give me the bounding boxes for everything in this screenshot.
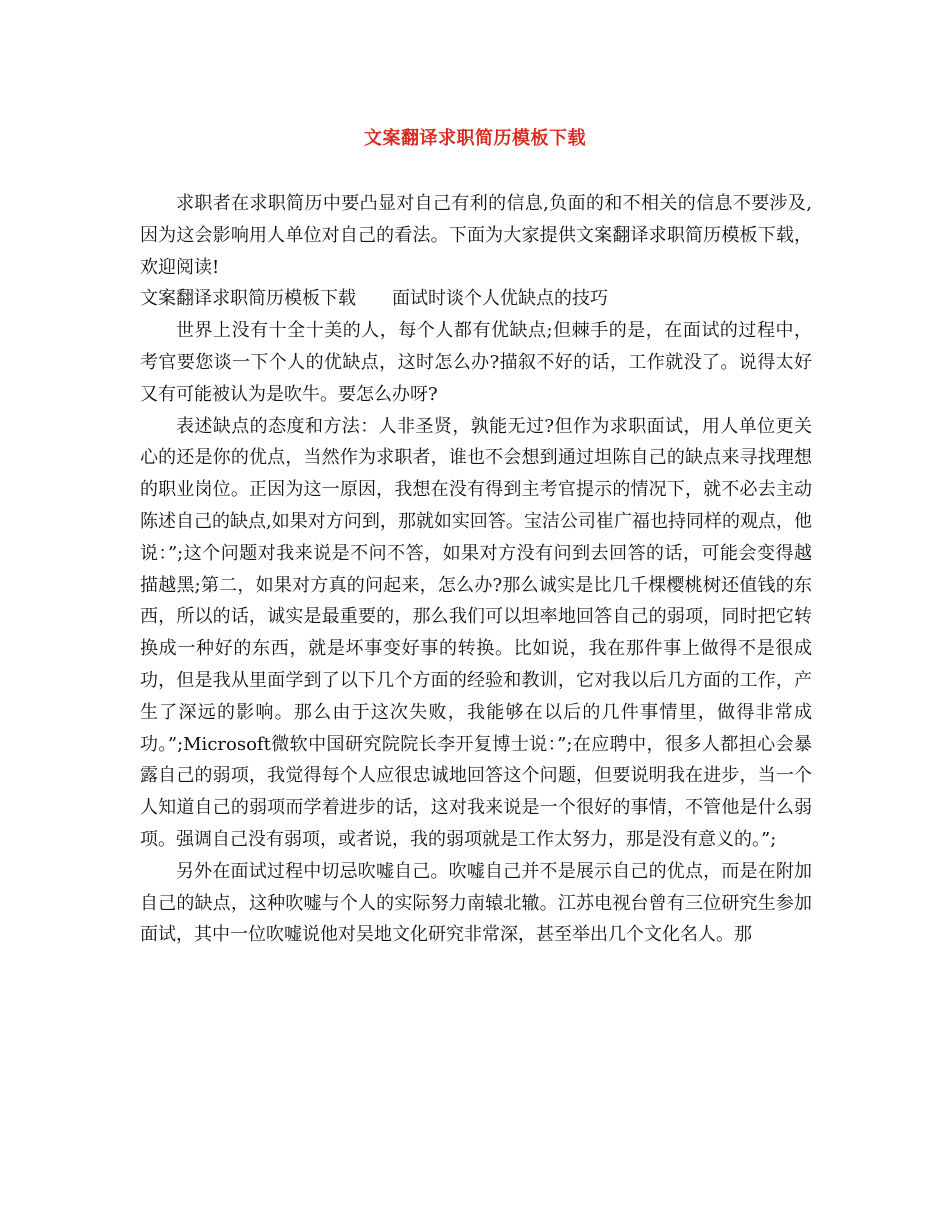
section-heading: [140, 283, 812, 315]
section-heading-left: 文案翻译求职简历模板下载: [140, 288, 356, 310]
document-body: [140, 188, 812, 951]
paragraph-1: 世界上没有十全十美的人，每个人都有优缺点;但棘手的是，在面试的过程中，考官要您谈一下个人的优缺点，这时怎么办?描叙不好的话，工作就没了。说得太好又有可能被认为是吹牛。要怎么办呀?: [140, 320, 812, 405]
document-title: 文案翻译求职简历模板下载: [364, 128, 586, 149]
section-heading-right: 面试时谈个人优缺点的技巧: [392, 288, 608, 310]
paragraph-2: 表述缺点的态度和方法：人非圣贤，孰能无过?但作为求职面试，用人单位更关心的还是你的优点，当然作为求职者，谁也不会想到通过坦陈自己的缺点来寻找理想的职业岗位。正因为这一原因，我想在没有得到主考官提示的情况下，就不必去主动陈述自己的缺点,如果对方问到，那就如实回答。宝洁公司崔广福也持同样的观点，他说：”;这个问题对我来说是不问不答，如果对方没有问到去回答的话，可能会变得越描越黑;第二，如果对方真的问起来，怎么办?那么诚实是比几千棵樱桃树还值钱的东西，所以的话，诚实是最重要的，那么我们可以坦率地回答自己的弱项，同时把它转换成一种好的东西，就是坏事变好事的转换。比如说，我在那件事上做得不是很成功，但是我从里面学到了以下几个方面的经验和教训，它对我以后几方面的工作，产生了深远的影响。那么由于这次失败，我能够在以后的几件事情里，做得非常成功。”;Microsoft微软中国研究院院长李开复博士说：”;在应聘中，很多人都担心会暴露自己的弱项，我觉得每个人应很忠诚地回答这个问题，但要说明我在进步，当一个人知道自己的弱项而学着进步的话，这对我来说是一个很好的事情，不管他是什么弱项。强调自己没有弱项，或者说，我的弱项就是工作太努力，那是没有意义的。”;: [140, 415, 812, 850]
intro-paragraph: 求职者在求职简历中要凸显对自己有利的信息,负面的和不相关的信息不要涉及,因为这会影响用人单位对自己的看法。下面为大家提供文案翻译求职简历模板下载，欢迎阅读!: [140, 193, 812, 278]
paragraph-3: 另外在面试过程中切忌吹嘘自己。吹嘘自己并不是展示自己的优点，而是在附加自己的缺点，这种吹嘘与个人的实际努力南辕北辙。江苏电视台曾有三位研究生参加面试，其中一位吹嘘说他对吴地文化研究非常深，甚至举出几个文化名人。那: [140, 860, 812, 946]
